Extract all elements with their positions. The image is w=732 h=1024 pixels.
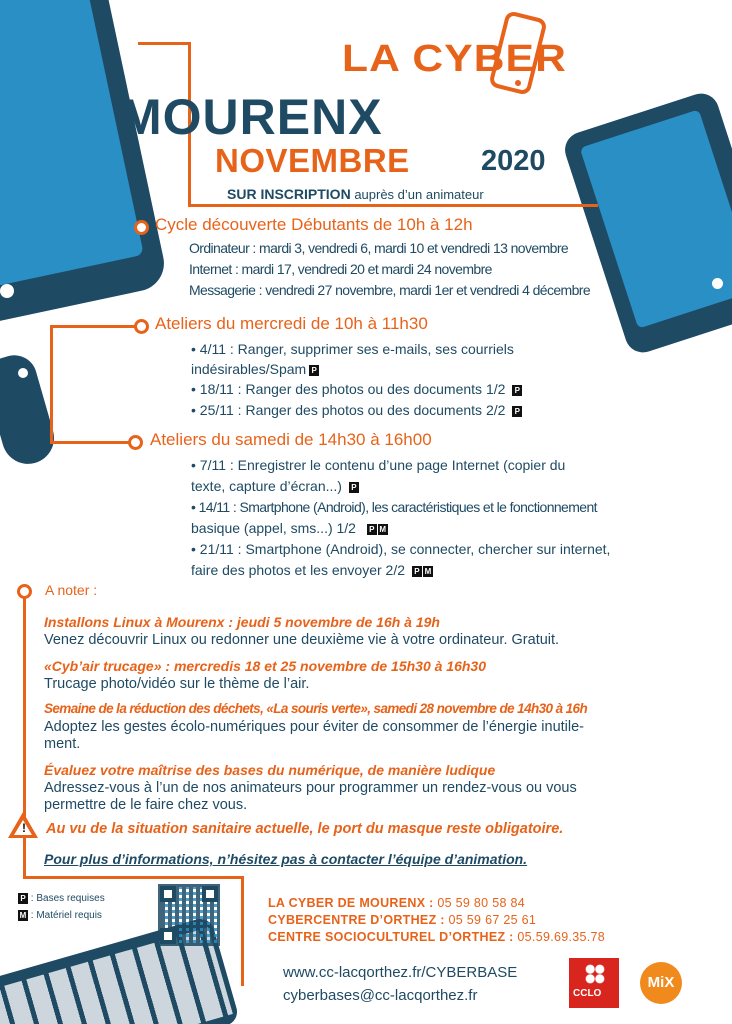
badge-bases: P (309, 365, 319, 376)
badge-material: M (424, 566, 432, 576)
badge-bases: P (512, 385, 522, 396)
website-link[interactable]: www.cc-lacqorthez.fr/CYBERBASE (283, 964, 518, 981)
workshop-item: • 7/11 : Enregistrer le contenu d’une page Internet (copier du (191, 457, 566, 473)
samedi-title: Ateliers du samedi de 14h30 à 16h00 (150, 430, 432, 449)
year-title: 2020 (481, 145, 546, 177)
workshop-item: basique (appel, sms...) 1/2 P M (191, 520, 387, 536)
info-note: Pour plus d’informations, n’hésitez pas à contacter l’équipe d’animation. (44, 851, 528, 867)
notes-heading: A noter : (45, 582, 98, 598)
connector-line (23, 876, 243, 879)
workshop-item: texte, capture d’écran...) P (191, 476, 359, 496)
contact-name: LA CYBER DE MOURENX : (268, 896, 434, 910)
contact-phone: 05 59 67 25 61 (448, 913, 537, 927)
contact-phone: 05.59.69.35.78 (517, 930, 606, 944)
workshop-item: • 14/11 : Smartphone (Android), les caractéristiques et le fonctionnement (191, 499, 597, 515)
note-title: Évaluez votre maîtrise des bases du numérique, de manière ludique (44, 762, 496, 778)
badge-material: M (379, 524, 387, 534)
note-title: Semaine de la réduction des déchets, «La souris verte», samedi 28 novembre de 14h30 à 16h (44, 701, 588, 716)
legend-material: M : Matériel requis (19, 910, 102, 922)
mercredi-title: Ateliers du mercredi de 10h à 11h30 (155, 314, 428, 333)
bullet-circle (134, 220, 149, 235)
badge-bases: P (512, 406, 522, 417)
workshop-item: • 25/11 : Ranger des photos ou des documents 2/2 P (191, 400, 522, 420)
workshop-item: indésirables/Spam P (191, 359, 319, 379)
inscription-rest: auprès d’un animateur (354, 187, 484, 202)
tablet-button-left (0, 284, 14, 298)
note-text: Adoptez les gestes écolo-numériques pour éviter de consommer de l’énergie inutile- (44, 719, 585, 735)
workshop-item: • 21/11 : Smartphone (Android), se connecter, chercher sur internet, (191, 541, 611, 557)
badge-bases: P (349, 482, 359, 493)
contact-name: CENTRE SOCIOCULTUREL D’ORTHEZ : (268, 930, 514, 944)
cycle-line: Messagerie : vendredi 27 novembre, mardi 1er et vendredi 4 décembre (189, 282, 591, 298)
connector-line (50, 441, 132, 444)
workshop-item: • 4/11 : Ranger, supprimer ses e-mails, ses courriels (191, 341, 514, 357)
cclo-logo-mark (583, 962, 607, 986)
connector-line (188, 204, 598, 207)
cclo-logo-text: CCLO (573, 988, 602, 999)
workshop-item: faire des photos et les envoyer 2/2 P M (191, 562, 432, 578)
note-title: «Cyb’air trucage» : mercredis 18 et 25 novembre de 15h30 à 16h30 (44, 658, 487, 674)
brand-title: LA CYBER (342, 38, 567, 80)
inscription-note (227, 186, 484, 202)
badge-bases: P (367, 524, 377, 535)
connector-line (50, 325, 138, 328)
badge-bases: P (18, 893, 28, 904)
connector-line (50, 325, 53, 443)
bullet-circle (134, 319, 149, 334)
warning-exclamation-icon: ! (22, 821, 26, 835)
cycle-line: Ordinateur : mardi 3, vendredi 6, mardi 10 et vendredi 13 novembre (189, 240, 569, 256)
tablet-screen-right (580, 109, 732, 328)
bullet-circle (17, 584, 32, 599)
qr-corner (160, 886, 176, 902)
badge-bases: P (412, 566, 422, 577)
note-text: ment. (44, 736, 81, 752)
badge-material: M (19, 911, 27, 920)
city-title: MOURENX (120, 89, 383, 145)
note-text: permettre de le faire chez vous. (44, 797, 248, 813)
contact-line (268, 930, 605, 944)
connector-line (138, 42, 190, 45)
contact-line (268, 913, 536, 927)
month-title: NOVEMBRE (215, 142, 410, 179)
mouse-wheel (18, 368, 28, 378)
contact-line (268, 896, 525, 910)
note-title: Installons Linux à Mourenx : jeudi 5 novembre de 16h à 19h (44, 614, 440, 630)
workshop-item: • 18/11 : Ranger des photos ou des documents 1/2 P (191, 379, 522, 399)
mask-warning: Au vu de la situation sanitaire actuelle, le port du masque reste obligatoire. (46, 821, 564, 837)
email-link[interactable]: cyberbases@cc-lacqorthez.fr (283, 987, 478, 1004)
inscription-bold: SUR INSCRIPTION (227, 186, 351, 202)
qr-corner (160, 928, 176, 944)
mix-logo: MiX (640, 962, 682, 1004)
tablet-button-right (712, 278, 723, 289)
connector-line (241, 876, 244, 986)
contact-name: CYBERCENTRE D’ORTHEZ : (268, 913, 445, 927)
cycle-title: Cycle découverte Débutants de 10h à 12h (155, 215, 473, 234)
note-text: Adressez-vous à l’un de nos animateurs pour programmer un rendez-vous ou vous (44, 780, 577, 796)
note-text: Venez découvrir Linux ou redonner une deuxième vie à votre ordinateur. Gratuit. (44, 632, 560, 648)
qr-corner (202, 886, 218, 902)
contact-phone: 05 59 80 58 84 (437, 896, 525, 910)
bullet-circle (128, 435, 143, 450)
note-text: Trucage photo/vidéo sur le thème de l’air. (44, 676, 310, 692)
cycle-line: Internet : mardi 17, vendredi 20 et mardi 24 novembre (189, 261, 492, 277)
legend-bases: P : Bases requises (18, 893, 105, 904)
